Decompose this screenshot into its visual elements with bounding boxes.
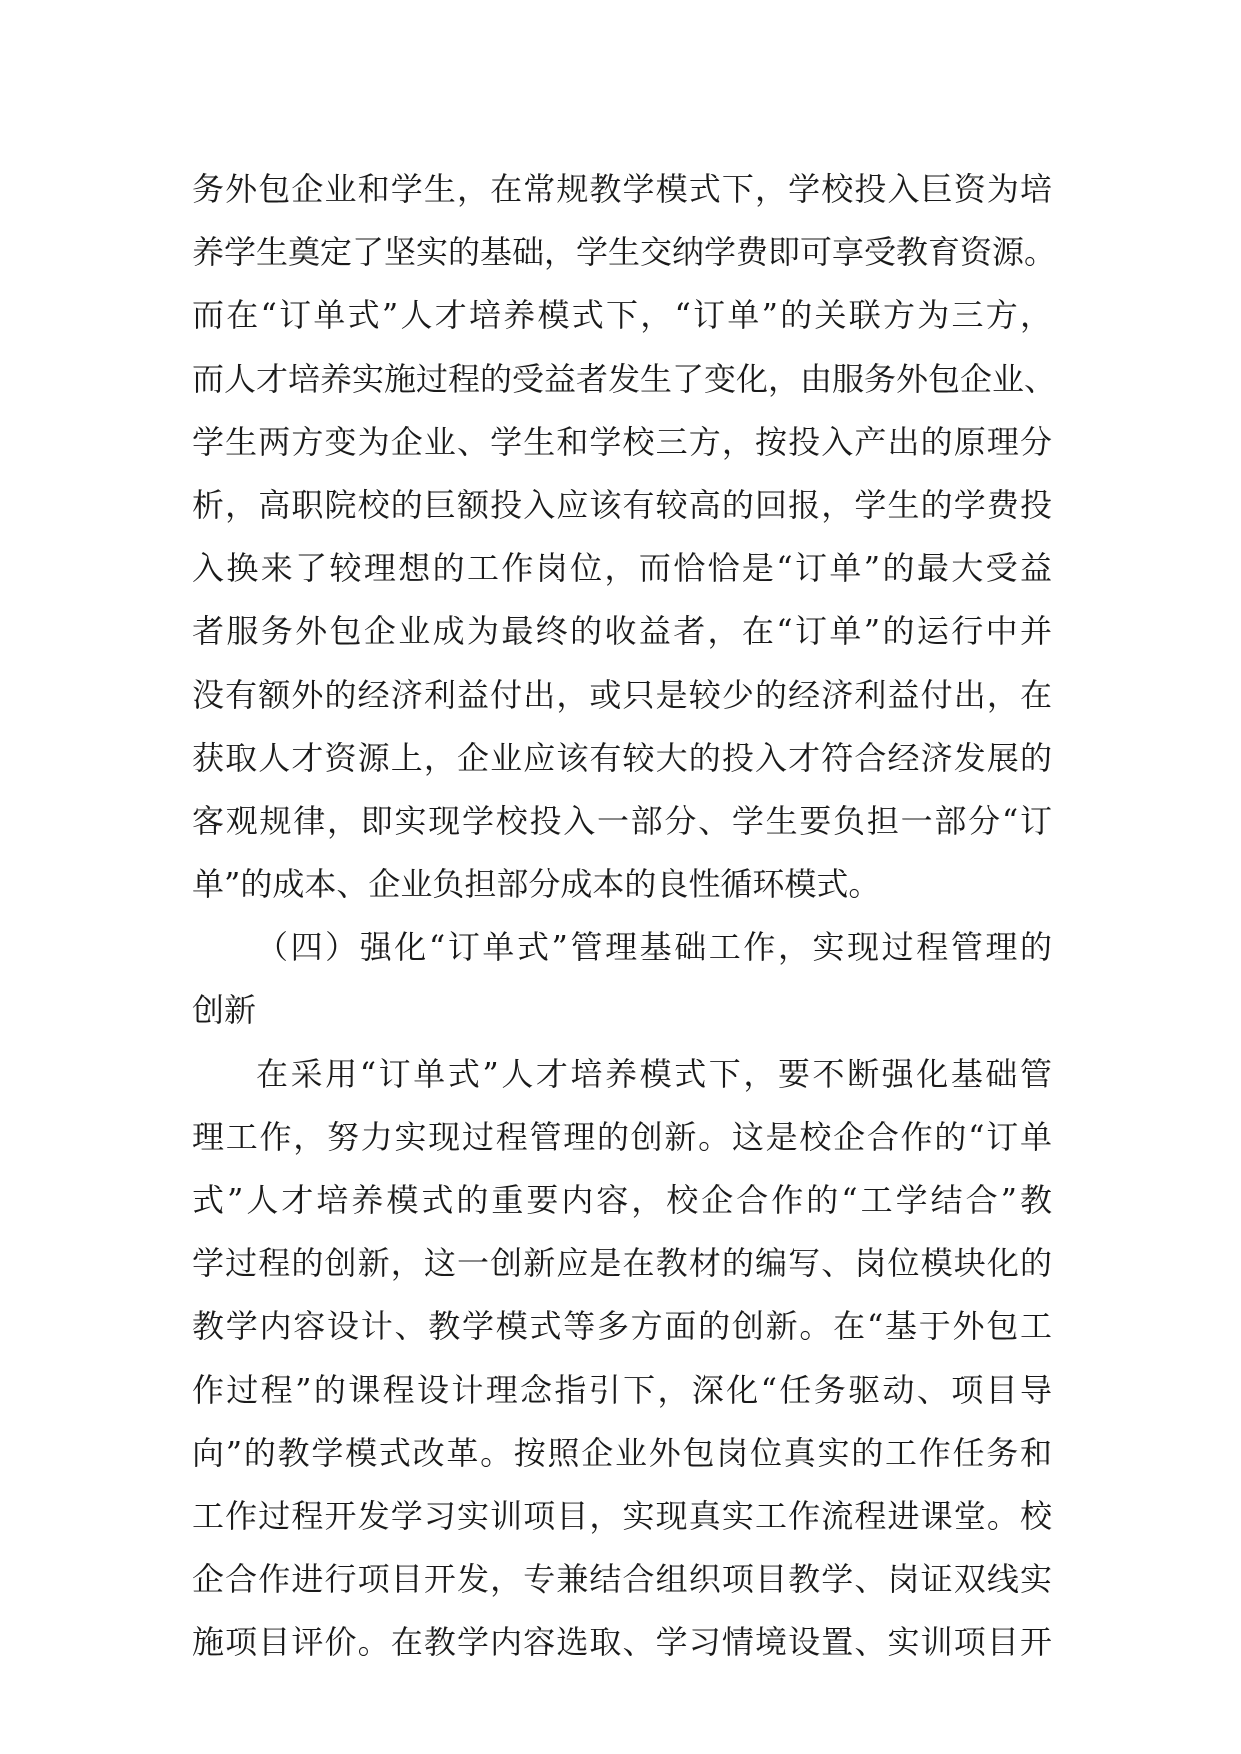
text-line: 学生两方变为企业、学生和学校三方，按投入产出的原理分 (192, 422, 1052, 461)
text-line: 客观规律，即实现学校投入一部分、学生要负担一部分“订 (192, 801, 1052, 840)
text-line: 养学生奠定了坚实的基础，学生交纳学费即可享受教育资源。 (192, 233, 1057, 272)
text-line: 向”的教学模式改革。按照企业外包岗位真实的工作任务和 (192, 1433, 1052, 1472)
text-line: 务外包企业和学生，在常规教学模式下，学校投入巨资为培 (192, 170, 1052, 208)
text-line: 企合作进行项目开发，专兼结合组织项目教学、岗证双线实 (192, 1560, 1052, 1599)
text-line: 工作过程开发学习实训项目，实现真实工作流程进课堂。校 (192, 1496, 1052, 1535)
text-line: 析，高职院校的巨额投入应该有较高的回报，学生的学费投 (192, 485, 1052, 524)
text-line: 没有额外的经济利益付出，或只是较少的经济利益付出，在 (192, 675, 1052, 714)
document-body (192, 158, 1057, 1675)
text-line: 施项目评价。在教学内容选取、学习情境设置、实训项目开 (192, 1623, 1052, 1662)
section-heading-continued: 创新 (192, 991, 257, 1030)
text-line: 而在“订单式”人才培养模式下，“订单”的关联方为三方， (192, 296, 1052, 335)
text-line: 入换来了较理想的工作岗位，而恰恰是“订单”的最大受益 (192, 549, 1052, 588)
text-line: 理工作，努力实现过程管理的创新。这是校企合作的“订单 (192, 1117, 1052, 1156)
text-line: 教学内容设计、教学模式等多方面的创新。在“基于外包工 (192, 1307, 1052, 1346)
text-line: 式”人才培养模式的重要内容，校企合作的“工学结合”教 (192, 1181, 1052, 1219)
section-heading: （四）强化“订单式”管理基础工作，实现过程管理的 (256, 928, 1052, 967)
text-line: 作过程”的课程设计理念指引下，深化“任务驱动、项目导 (192, 1370, 1052, 1409)
text-line: 学过程的创新，这一创新应是在教材的编写、岗位模块化的 (192, 1244, 1052, 1283)
text-line: 者服务外包企业成为最终的收益者，在“订单”的运行中并 (192, 612, 1052, 651)
text-line: 单”的成本、企业负担部分成本的良性循环模式。 (192, 865, 881, 904)
text-line: 在采用“订单式”人才培养模式下，要不断强化基础管 (256, 1054, 1052, 1093)
text-line: 而人才培养实施过程的受益者发生了变化，由服务外包企业、 (192, 359, 1057, 398)
text-line: 获取人才资源上，企业应该有较大的投入才符合经济发展的 (192, 738, 1052, 777)
